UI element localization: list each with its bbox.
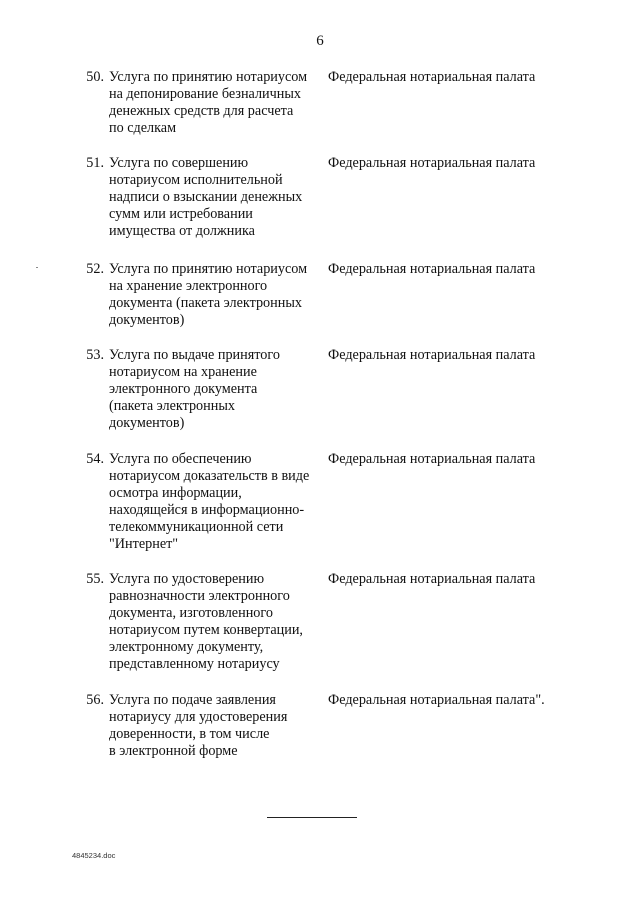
- description-line: Услуга по удостоверению: [109, 571, 265, 587]
- description-line: нотариусу для удостоверения: [109, 709, 288, 725]
- description-line: нотариусом путем конвертации,: [109, 622, 303, 638]
- description-line: имущества от должника: [109, 223, 255, 239]
- description-line: электронного документа: [109, 381, 258, 397]
- description-line: электронному документу,: [109, 639, 264, 655]
- description-line: нотариусом исполнительной: [109, 172, 283, 188]
- description-line: осмотра информации,: [109, 485, 242, 501]
- footer-doc-code: 4845234.doc: [72, 851, 116, 860]
- description-line: денежных средств для расчета: [109, 103, 294, 119]
- description-line: Услуга по принятию нотариусом: [109, 69, 308, 85]
- entry-organization: Федеральная нотариальная палата: [328, 69, 536, 85]
- description-line: нотариусом доказательств в виде: [109, 468, 310, 484]
- description-line: Услуга по подаче заявления: [109, 692, 276, 708]
- description-line: "Интернет": [109, 536, 179, 552]
- description-line: документа (пакета электронных: [109, 295, 302, 311]
- entry-number: 54.: [86, 451, 104, 467]
- description-line: в электронной форме: [109, 743, 238, 759]
- entry-description: [109, 69, 334, 137]
- description-line: (пакета электронных: [109, 398, 235, 414]
- entry-description: [109, 261, 334, 329]
- entry-description: [109, 155, 334, 240]
- scan-speck: [36, 267, 38, 268]
- description-line: Услуга по выдаче принятого: [109, 347, 280, 363]
- description-line: документов): [109, 312, 185, 328]
- entry-description: [109, 451, 334, 553]
- entry-description: [109, 347, 334, 432]
- description-line: Услуга по обеспечению: [109, 451, 252, 467]
- end-rule: [267, 817, 357, 818]
- entry-organization: Федеральная нотариальная палата: [328, 451, 536, 467]
- entry-number: 55.: [86, 571, 104, 587]
- description-line: на хранение электронного: [109, 278, 268, 294]
- entry-organization: Федеральная нотариальная палата: [328, 261, 536, 277]
- entry-description: [109, 692, 334, 760]
- description-line: документов): [109, 415, 185, 431]
- description-line: на депонирование безналичных: [109, 86, 301, 102]
- page-number: 6: [316, 33, 324, 49]
- description-line: нотариусом на хранение: [109, 364, 257, 380]
- description-line: находящейся в информационно-: [109, 502, 305, 518]
- entry-number: 52.: [86, 261, 104, 277]
- entry-organization: Федеральная нотариальная палата: [328, 571, 536, 587]
- description-line: сумм или истребовании: [109, 206, 253, 222]
- description-line: Услуга по принятию нотариусом: [109, 261, 308, 277]
- entry-number: 51.: [86, 155, 104, 171]
- description-line: документа, изготовленного: [109, 605, 273, 621]
- description-line: представленному нотариусу: [109, 656, 280, 672]
- description-line: по сделкам: [109, 120, 177, 136]
- description-line: надписи о взыскании денежных: [109, 189, 303, 205]
- entry-number: 50.: [86, 69, 104, 85]
- description-line: телекоммуникационной сети: [109, 519, 284, 535]
- description-line: Услуга по совершению: [109, 155, 249, 171]
- entry-organization: Федеральная нотариальная палата: [328, 347, 536, 363]
- description-line: доверенности, в том числе: [109, 726, 270, 742]
- entry-organization: Федеральная нотариальная палата".: [328, 692, 545, 708]
- entry-description: [109, 571, 334, 673]
- entry-number: 56.: [86, 692, 104, 708]
- description-line: равнозначности электронного: [109, 588, 290, 604]
- entry-organization: Федеральная нотариальная палата: [328, 155, 536, 171]
- entry-number: 53.: [86, 347, 104, 363]
